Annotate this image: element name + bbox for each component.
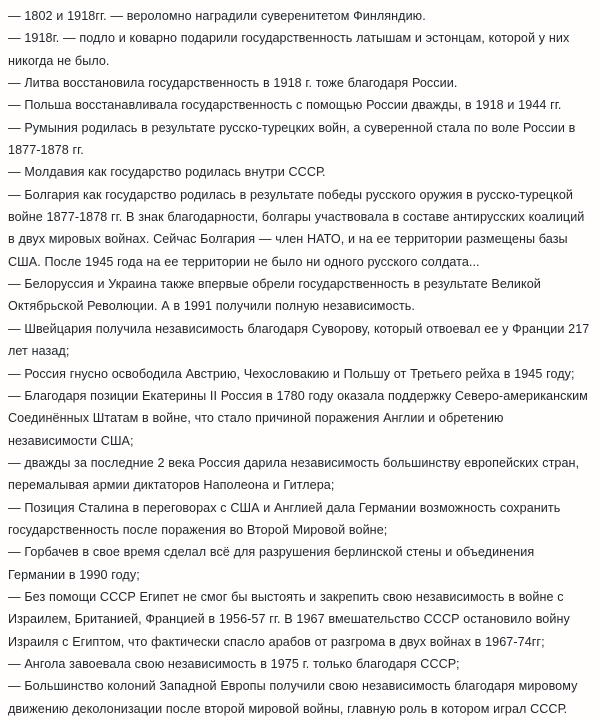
list-item: — Белоруссия и Украина также впервые обрели государственность в результате Великой Октябрьской Революции. А в 1991 получили полную независимость.: [8, 277, 541, 314]
list-item: — Позиция Сталина в переговорах с США и Англией дала Германии возможность сохранить государственность после поражения во Второй Мировой войне;: [8, 500, 561, 537]
list-item: — 1918г. — подло и коварно подарили государственность латышам и эстонцам, которой у них никогда не было.: [8, 31, 570, 68]
list-item: — 1802 и 1918гг. — вероломно наградили суверенитетом Финляндию.: [8, 9, 426, 23]
list-item: — Молдавия как государство родилась внутри СССР.: [8, 165, 326, 180]
list-item: — Благодаря позиции Екатерины II Россия в 1780 году оказала поддержку Северо-американским Соединённых Штатам в войне, что стало причиной поражения Англии и обретению независимости США;: [8, 388, 588, 448]
list-item: — Большинство колоний Западной Европы получили свою независимость благодаря мировому движению деколонизации после второй мировой войны, главную роль в котором играл СССР.: [8, 679, 578, 716]
list-item: — Ангола завоевала свою независимость в 1975 г. только благодаря СССР;: [8, 656, 460, 671]
list-item: — Горбачев в свое время сделал всё для разрушения берлинской стены и объединения Германии в 1990 году;: [8, 545, 535, 582]
list-item: — дважды за последние 2 века Россия дарила независимость большинству европейских стран, перемалывая армии диктаторов Наполеона и Гитлера;: [8, 455, 580, 493]
list-item: — Швейцария получила независимость благодаря Суворову, который отвоевал ее у Франции 217 лет назад;: [8, 321, 590, 359]
list-item: — Литва восстановила государственность в 1918 г. тоже благодаря России.: [8, 76, 458, 91]
list-item: — Румыния родилась в результате русско-турецких войн, а суверенной стала по воле России в 1877-1878 гг.: [8, 120, 576, 158]
list-item: — Россия гнусно освободила Австрию, Чехословакию и Польшу от Третьего рейха в 1945 году;: [8, 366, 575, 381]
list-item: — Болгария как государство родилась в результате победы русского оружия в русско-турецкой войне 1877-1878 гг. В знак благодарности, болгары участвовала в составе антирусских коалиций в двух мировых войнах. Сейчас Болгария — член НАТО, и на ее территории размещены базы США. После 1945 года на ее территории не было ни одного русского солдата...: [8, 187, 585, 269]
list-item: — Без помощи СССР Египет не смог бы выстоять и закрепить свою независимость в войне с Израилем, Британией, Францией в 1956-57 гг. В 1967 вмешательство СССР остановило войну Израиля с Египтом, что фактически спасло арабов от разгрома в двух войнах в 1967-74гг;: [8, 589, 570, 649]
list-item: — Польша восстанавливала государственность с помощью России дважды, в 1918 и 1944 гг.: [8, 98, 562, 113]
